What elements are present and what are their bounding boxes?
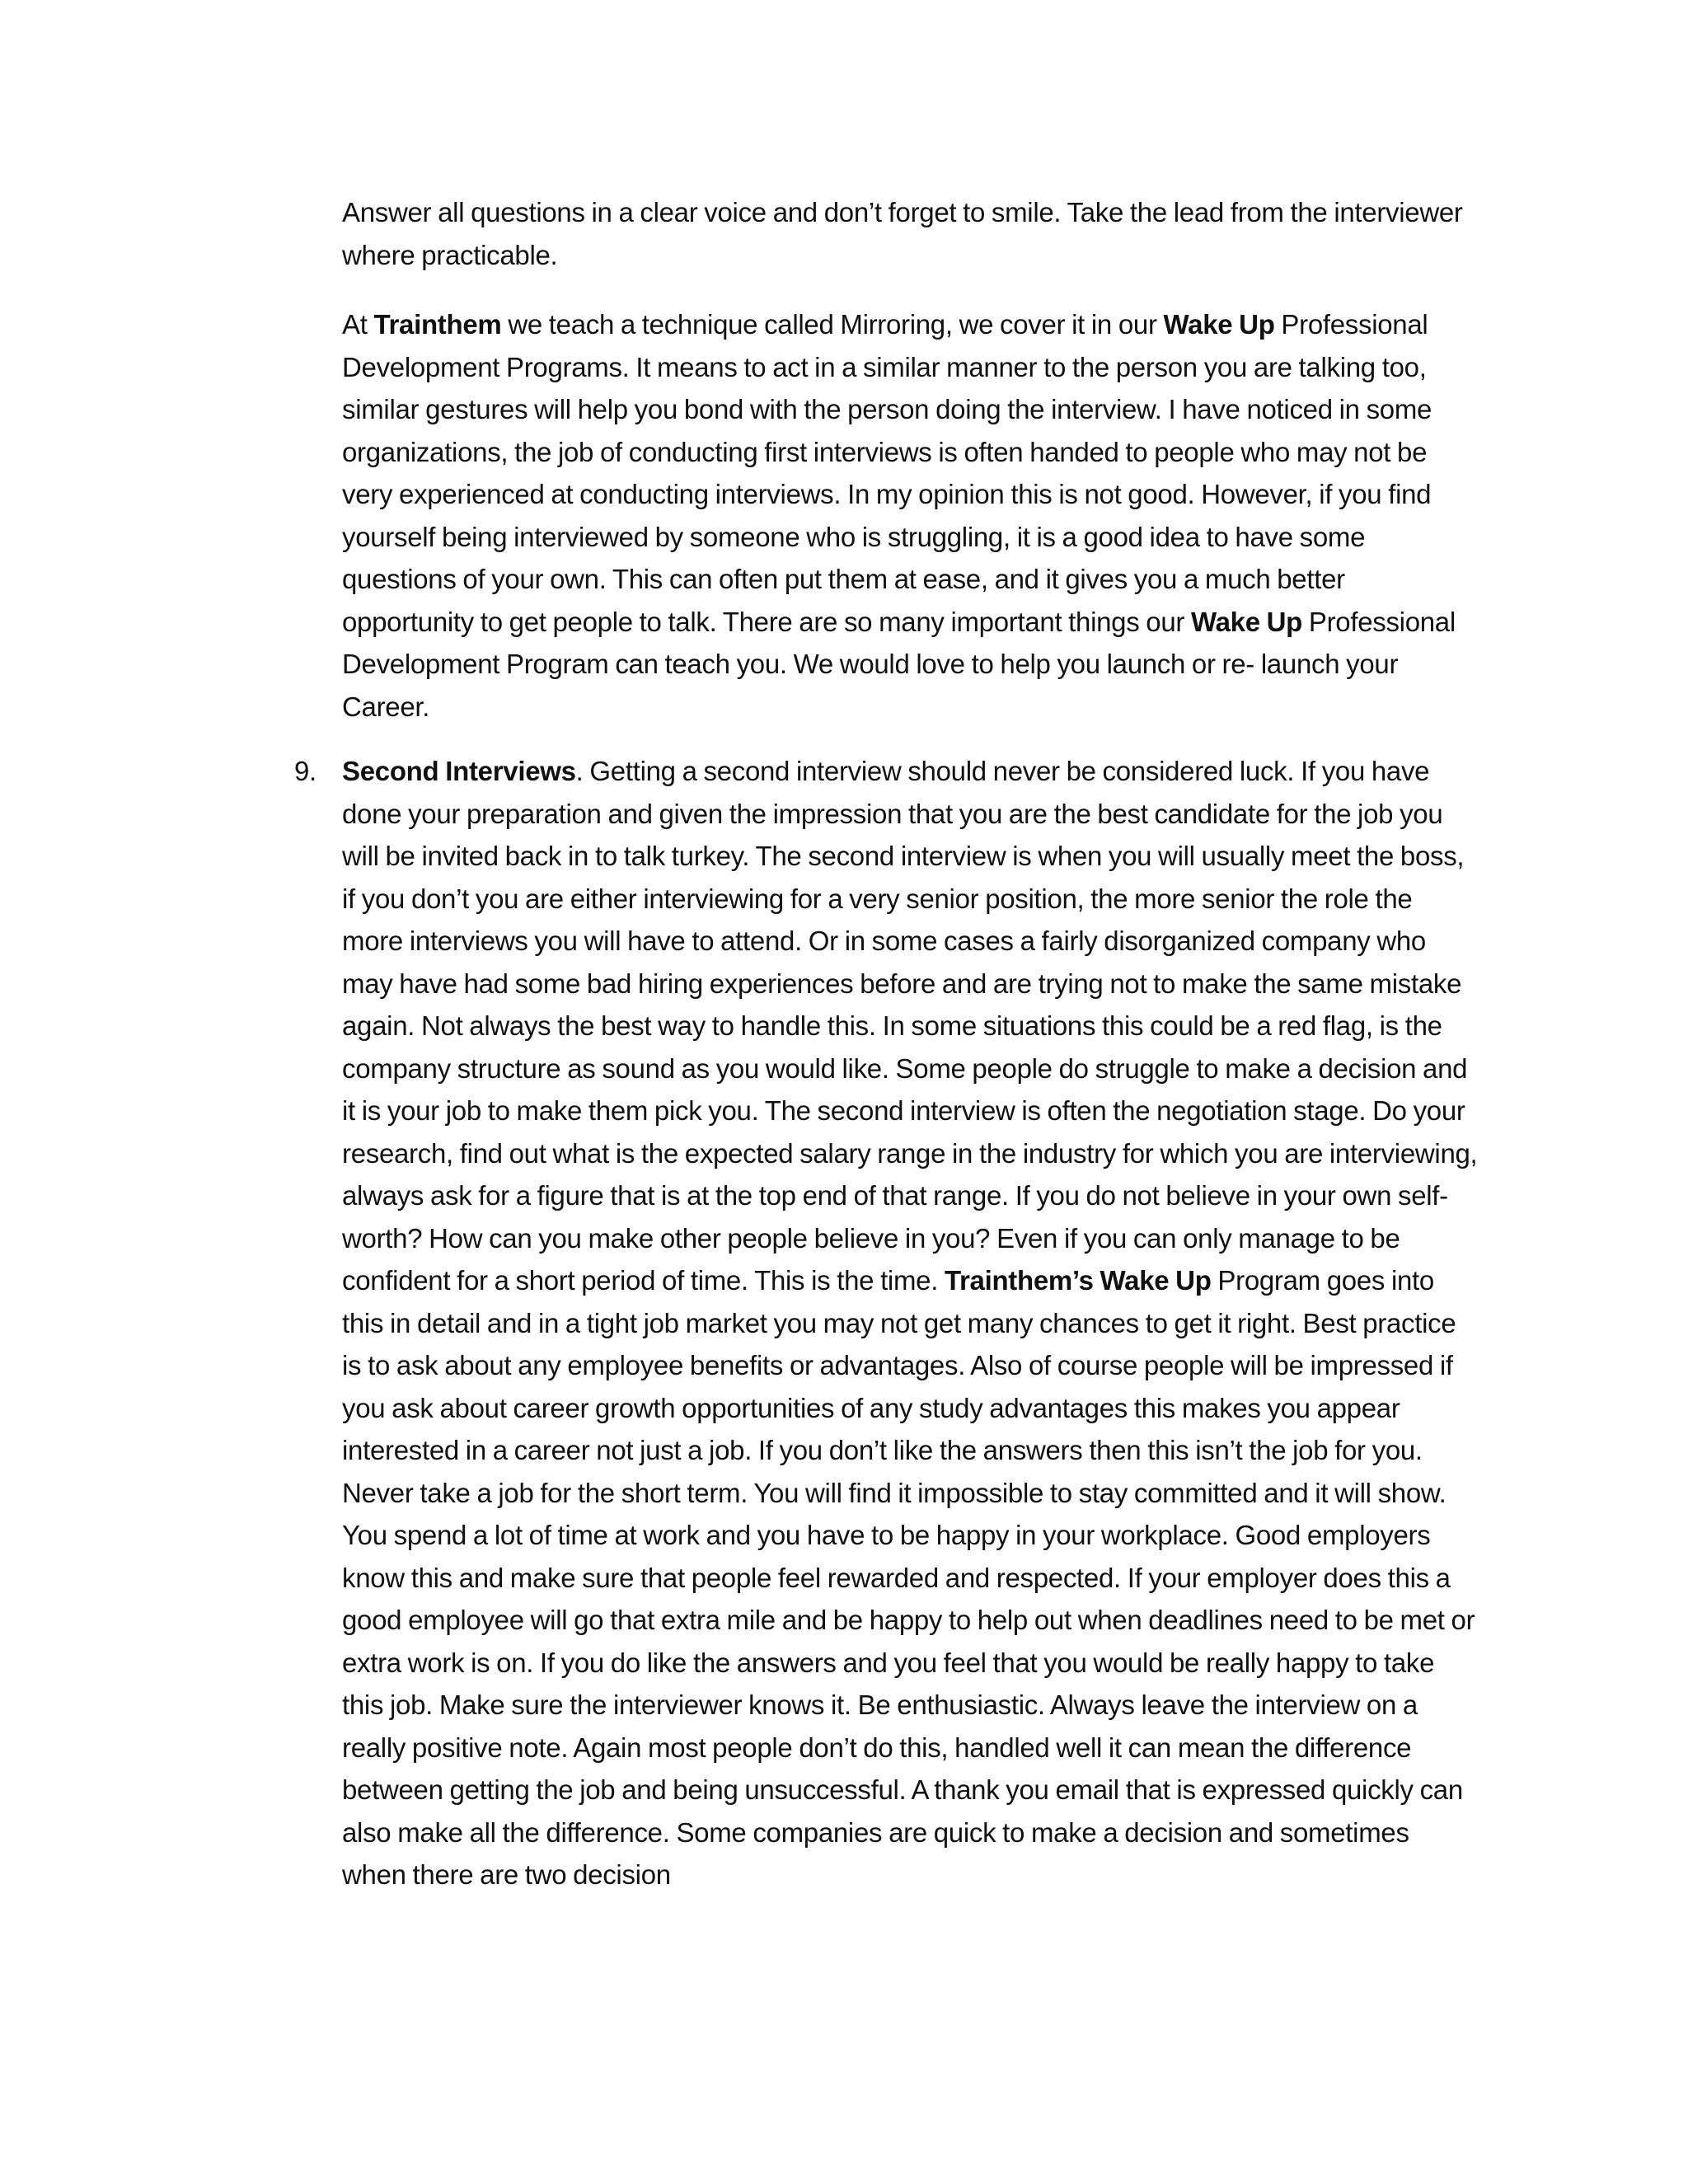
text-run: we teach a technique called Mirroring, we cover it in our	[501, 309, 1164, 340]
paragraph-text	[342, 750, 1479, 1896]
paragraph-text	[342, 303, 1479, 728]
bold-program-wake-up: Wake Up	[1190, 606, 1303, 637]
text-run: . Getting a second interview should never be considered luck. If you have done your preparation and given the impression that you are the best candidate for the job you will be invited back in to talk turkey. The second interview is when you will usually meet the boss, if you don’t you are either interviewing for a very senior position, the more senior the role the more interviews you will have to attend. Or in some cases a fairly disorganized company who may have had some bad hiring experiences before and are trying not to make the same mistake again. Not always the best way to handle this. In some situations this could be a red flag, is the company structure as sound as you would like. Some people do struggle to make a decision and it is your job to make them pick you. The second interview is often the negotiation stage. Do your research, find out what is the expected salary range in the industry for which you are interviewing, always ask for a figure that is at the top end of that range. If you do not believe in your own self-worth? How can you make other people believe in you? Even if you can only manage to be confident for a short period of time. This is the time.	[342, 756, 1478, 1296]
paragraph-answer-questions	[342, 191, 1479, 276]
paragraph-mirroring	[342, 303, 1479, 728]
bold-brand-trainthem: Trainthem	[373, 309, 502, 340]
text-run: Professional Development Program can teach you. We would love to help you launch or re- launch your Career.	[342, 606, 1456, 722]
text-run: Program goes into this in detail and in a tight job market you may not get many chances to get it right. Best practice is to ask about any employee benefits or advantages. Also of course people will be impressed if you ask about career growth opportunities of any study advantages this makes you appear interested in a career not just a job. If you don’t like the answers then this isn’t the job for you. Never take a job for the short term. You will find it impossible to stay committed and it will show. You spend a lot of time at work and you have to be happy in your workplace. Good employers know this and make sure that people feel rewarded and respected. If your employer does this a good employee will go that extra mile and be happy to help out when deadlines need to be met or extra work is on. If you do like the answers and you feel that you would be really happy to take this job. Make sure the interviewer knows it. Be enthusiastic. Always leave the interview on a really positive note. Again most people don’t do this, handled well it can mean the difference between getting the job and being unsuccessful. A thank you email that is expressed quickly can also make all the difference. Some companies are quick to make a decision and sometimes when there are two decision	[342, 1265, 1475, 1890]
list-item-title: Second Interviews	[342, 756, 576, 786]
bold-program-wake-up: Wake Up	[1163, 309, 1275, 340]
text-run: Professional Development Programs. It means to act in a similar manner to the person you are talking too, similar gestures will help you bond with the person doing the interview. I have noticed in some organizations, the job of conducting first interviews is often handed to people who may not be very experienced at conducting interviews. In my opinion this is not good. However, if you find yourself being interviewed by someone who is struggling, it is a good idea to have some questions of your own. This can often put them at ease, and it gives you a much better opportunity to get people to talk. There are so many important things our	[342, 309, 1432, 637]
list-number: 9.	[294, 756, 316, 786]
text-run: At	[342, 309, 374, 340]
list-item-second-interviews	[294, 750, 1479, 1896]
paragraph-text: Answer all questions in a clear voice and don’t forget to smile. Take the lead from the interviewer where practicable.	[342, 197, 1463, 270]
bold-brand-program: Trainthem’s Wake Up	[944, 1265, 1212, 1296]
